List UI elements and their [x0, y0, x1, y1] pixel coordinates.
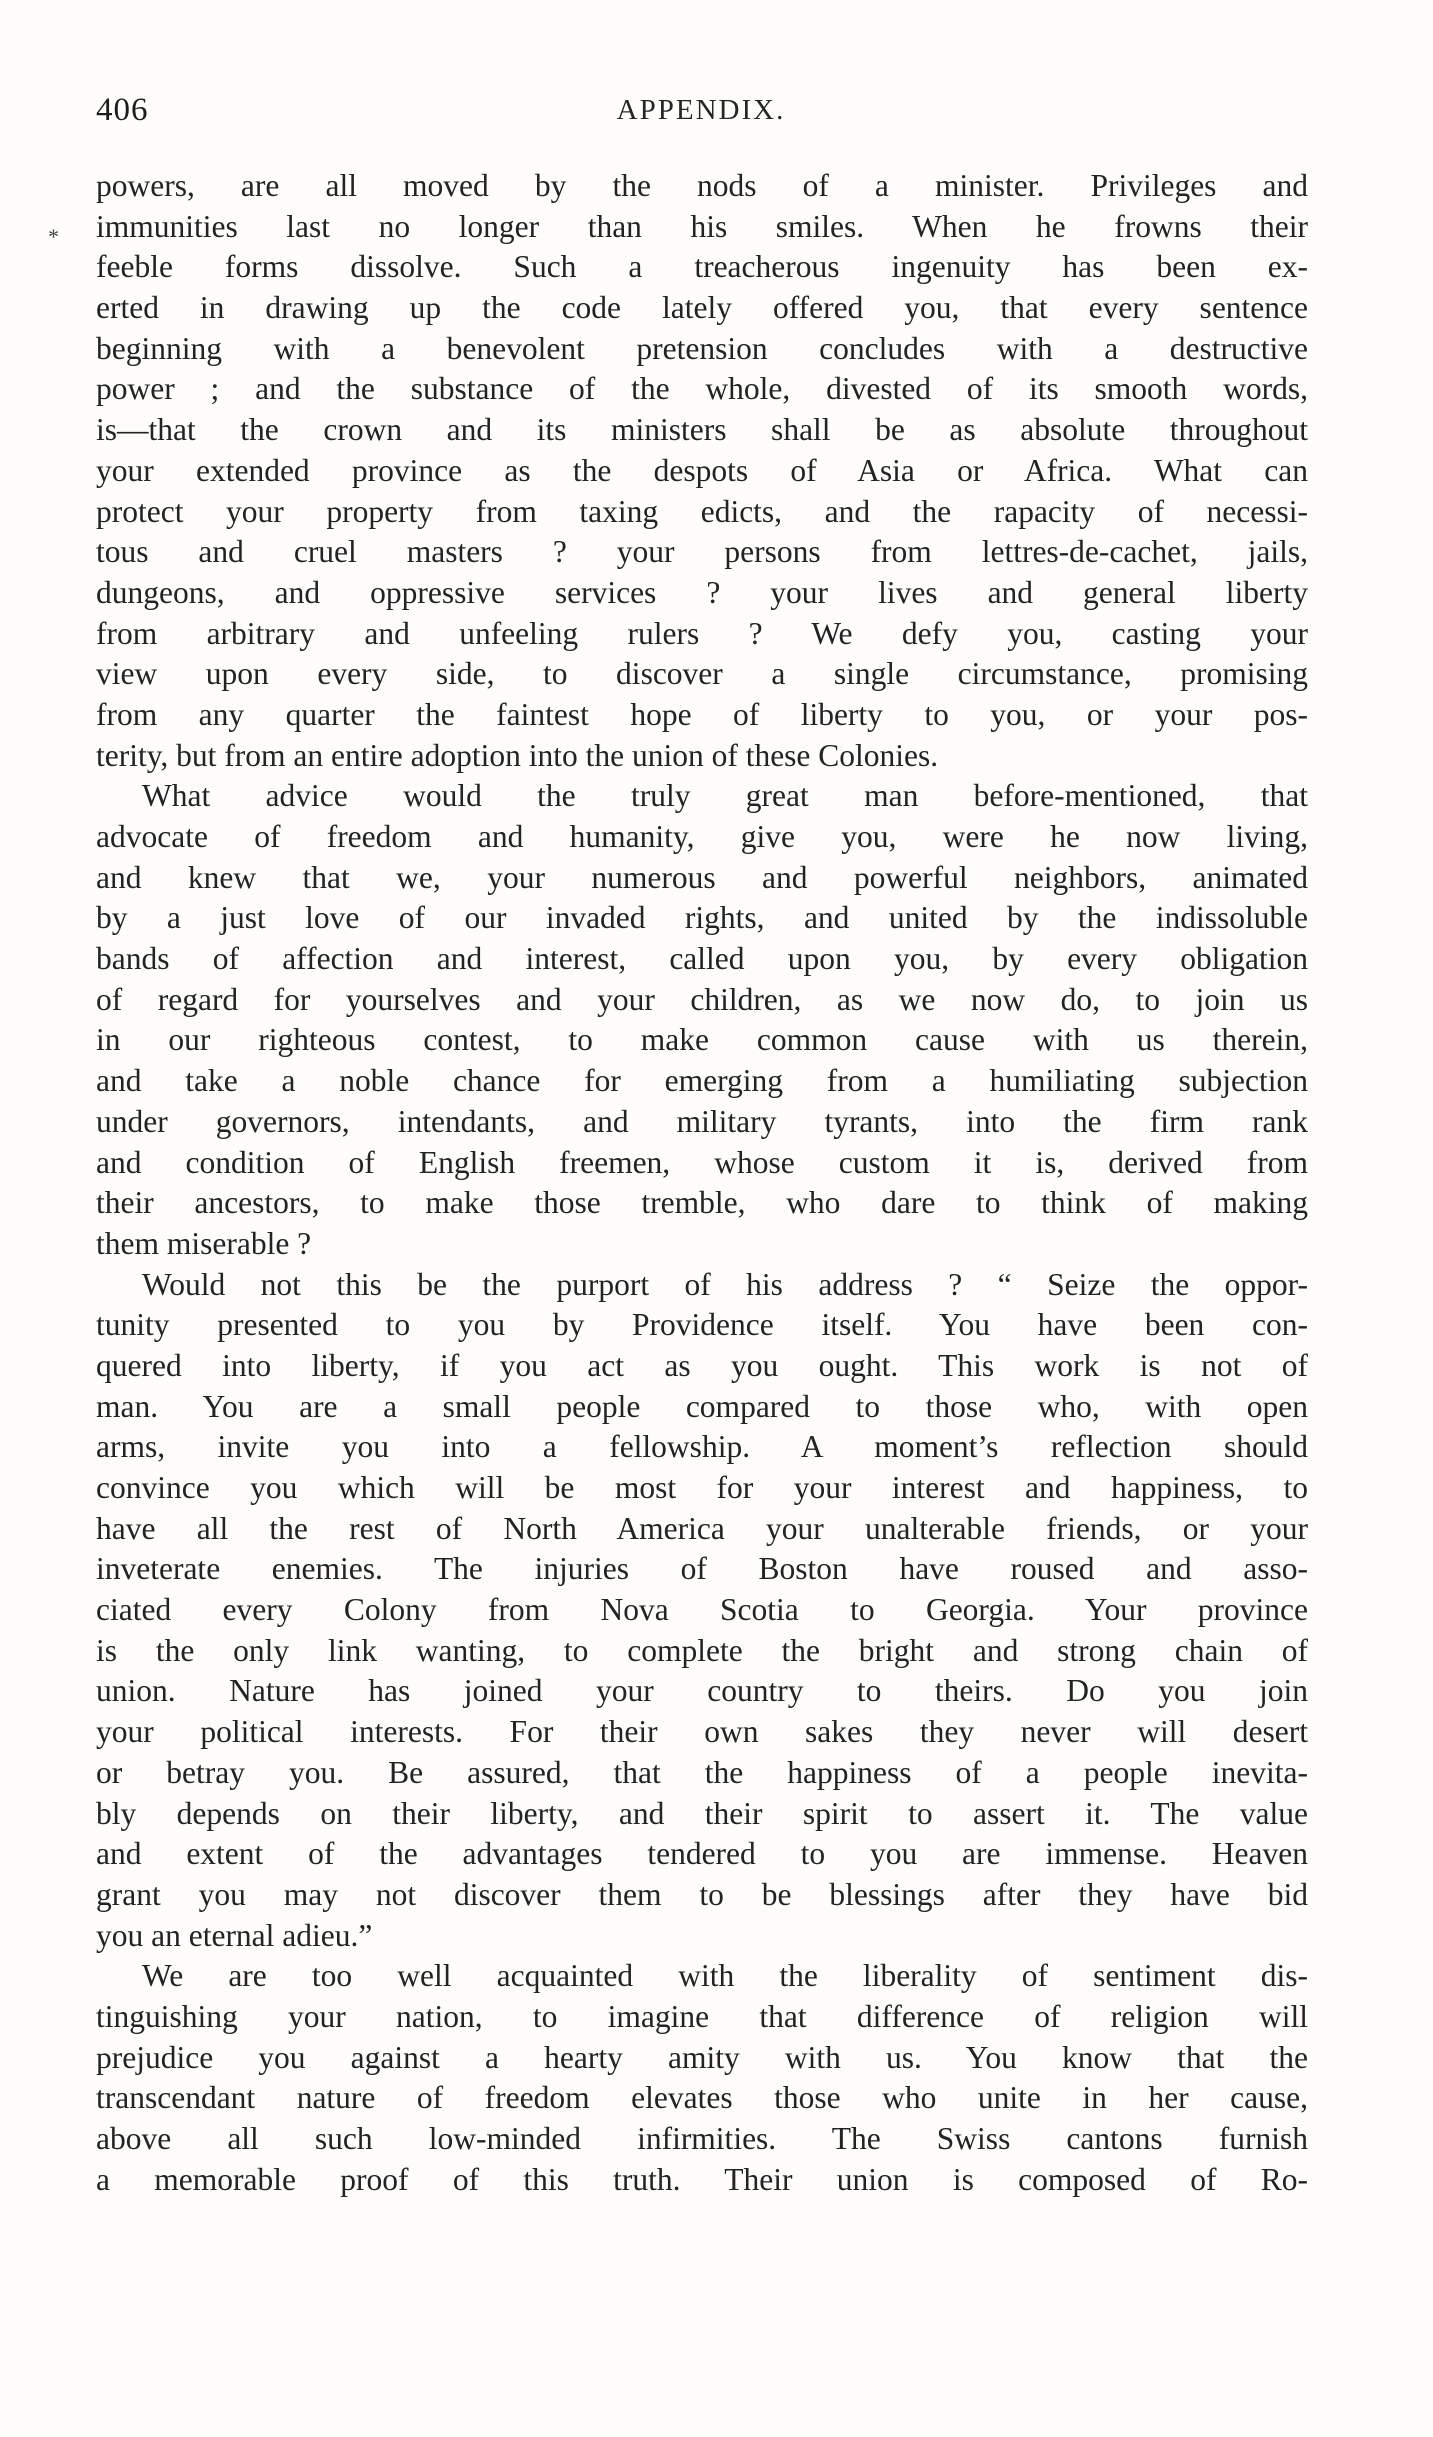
text-line: their ancestors, to make those tremble, who dare to think of making	[96, 1185, 1308, 1221]
text-line: above all such low-minded infirmities. The Swiss cantons furnish	[96, 2121, 1308, 2156]
text-line: bly depends on their liberty, and their spirit to assert it. The value	[96, 1795, 1308, 1831]
running-head: APPENDIX.	[616, 94, 786, 126]
text-line: What advice would the truly great man before-mentioned, that	[142, 778, 1308, 814]
text-line: your extended province as the despots of Asia or Africa. What can	[96, 452, 1308, 488]
text-line: in our righteous contest, to make common cause with us therein,	[96, 1022, 1308, 1058]
margin-mark: *	[48, 224, 59, 249]
text-line: you an eternal adieu.”	[96, 1917, 373, 1953]
text-line: and extent of the advantages tendered to you are immense. Heaven	[96, 1836, 1308, 1872]
text-line: prejudice you against a hearty amity with us. You know that the	[96, 2039, 1308, 2075]
text-line: or betray you. Be assured, that the happiness of a people inevita-	[96, 1754, 1308, 1790]
text-line: convince you which will be most for your interest and happiness, to	[96, 1470, 1308, 1505]
text-line: is—that the crown and its ministers shall be as absolute throughout	[96, 412, 1308, 448]
text-line: ciated every Colony from Nova Scotia to Georgia. Your province	[96, 1592, 1308, 1628]
text-line: under governors, intendants, and military tyrants, into the firm rank	[96, 1103, 1308, 1139]
text-line: power ; and the substance of the whole, divested of its smooth words,	[96, 371, 1308, 407]
text-line: your political interests. For their own sakes they never will desert	[96, 1714, 1308, 1750]
text-line: beginning with a benevolent pretension concludes with a destructive	[96, 330, 1308, 366]
text-line: union. Nature has joined your country to theirs. Do you join	[96, 1673, 1308, 1709]
text-line: tunity presented to you by Providence itself. You have been con-	[96, 1307, 1308, 1343]
text-line: advocate of freedom and humanity, give you, were he now living,	[96, 819, 1308, 854]
text-line: terity, but from an entire adoption into the union of these Colonies.	[96, 737, 939, 773]
page-header	[96, 92, 1306, 132]
text-line: and knew that we, your numerous and powerful neighbors, animated	[96, 859, 1308, 895]
text-line: transcendant nature of freedom elevates those who unite in her cause,	[96, 2080, 1308, 2116]
page-number: 406	[96, 92, 149, 128]
text-line: of regard for yourselves and your children, as we now do, to join us	[96, 981, 1308, 1017]
text-line: and condition of English freemen, whose custom it is, derived from	[96, 1144, 1308, 1180]
text-line: protect your property from taxing edicts, and the rapacity of necessi-	[96, 493, 1308, 529]
text-line: feeble forms dissolve. Such a treacherous ingenuity has been ex-	[96, 249, 1308, 285]
text-line: have all the rest of North America your unalterable friends, or your	[96, 1510, 1308, 1546]
body-text	[96, 166, 1308, 2200]
text-line: tinguishing your nation, to imagine that difference of religion will	[96, 1998, 1308, 2034]
text-line: grant you may not discover them to be blessings after they have bid	[96, 1876, 1308, 1912]
text-line: from any quarter the faintest hope of liberty to you, or your pos-	[96, 696, 1308, 732]
text-line: erted in drawing up the code lately offered you, that every sentence	[96, 290, 1308, 326]
text-line: by a just love of our invaded rights, and united by the indissoluble	[96, 900, 1308, 936]
text-line: powers, are all moved by the nods of a minister. Privileges and	[96, 168, 1308, 203]
text-line: inveterate enemies. The injuries of Boston have roused and asso-	[96, 1551, 1308, 1587]
text-line: bands of affection and interest, called upon you, by every obligation	[96, 941, 1308, 977]
text-line: from arbitrary and unfeeling rulers ? We defy you, casting your	[96, 615, 1308, 651]
text-line: man. You are a small people compared to those who, with open	[96, 1388, 1308, 1424]
text-line: them miserable ?	[96, 1225, 312, 1261]
text-line: Would not this be the purport of his address ? “ Seize the oppor-	[142, 1266, 1308, 1302]
text-line: arms, invite you into a fellowship. A moment’s reflection should	[96, 1429, 1308, 1465]
text-line: dungeons, and oppressive services ? your lives and general liberty	[96, 574, 1308, 610]
text-line: and take a noble chance for emerging from a humiliating subjection	[96, 1063, 1308, 1099]
text-line: tous and cruel masters ? your persons from lettres-de-cachet, jails,	[96, 534, 1308, 570]
text-line: is the only link wanting, to complete the bright and strong chain of	[96, 1632, 1308, 1668]
text-line: view upon every side, to discover a single circumstance, promising	[96, 656, 1308, 692]
text-line: We are too well acquainted with the liberality of sentiment dis-	[142, 1958, 1308, 1994]
text-line: a memorable proof of this truth. Their union is composed of Ro-	[96, 2161, 1308, 2197]
text-line: immunities last no longer than his smiles. When he frowns their	[96, 208, 1308, 244]
text-line: quered into liberty, if you act as you ought. This work is not of	[96, 1347, 1308, 1383]
